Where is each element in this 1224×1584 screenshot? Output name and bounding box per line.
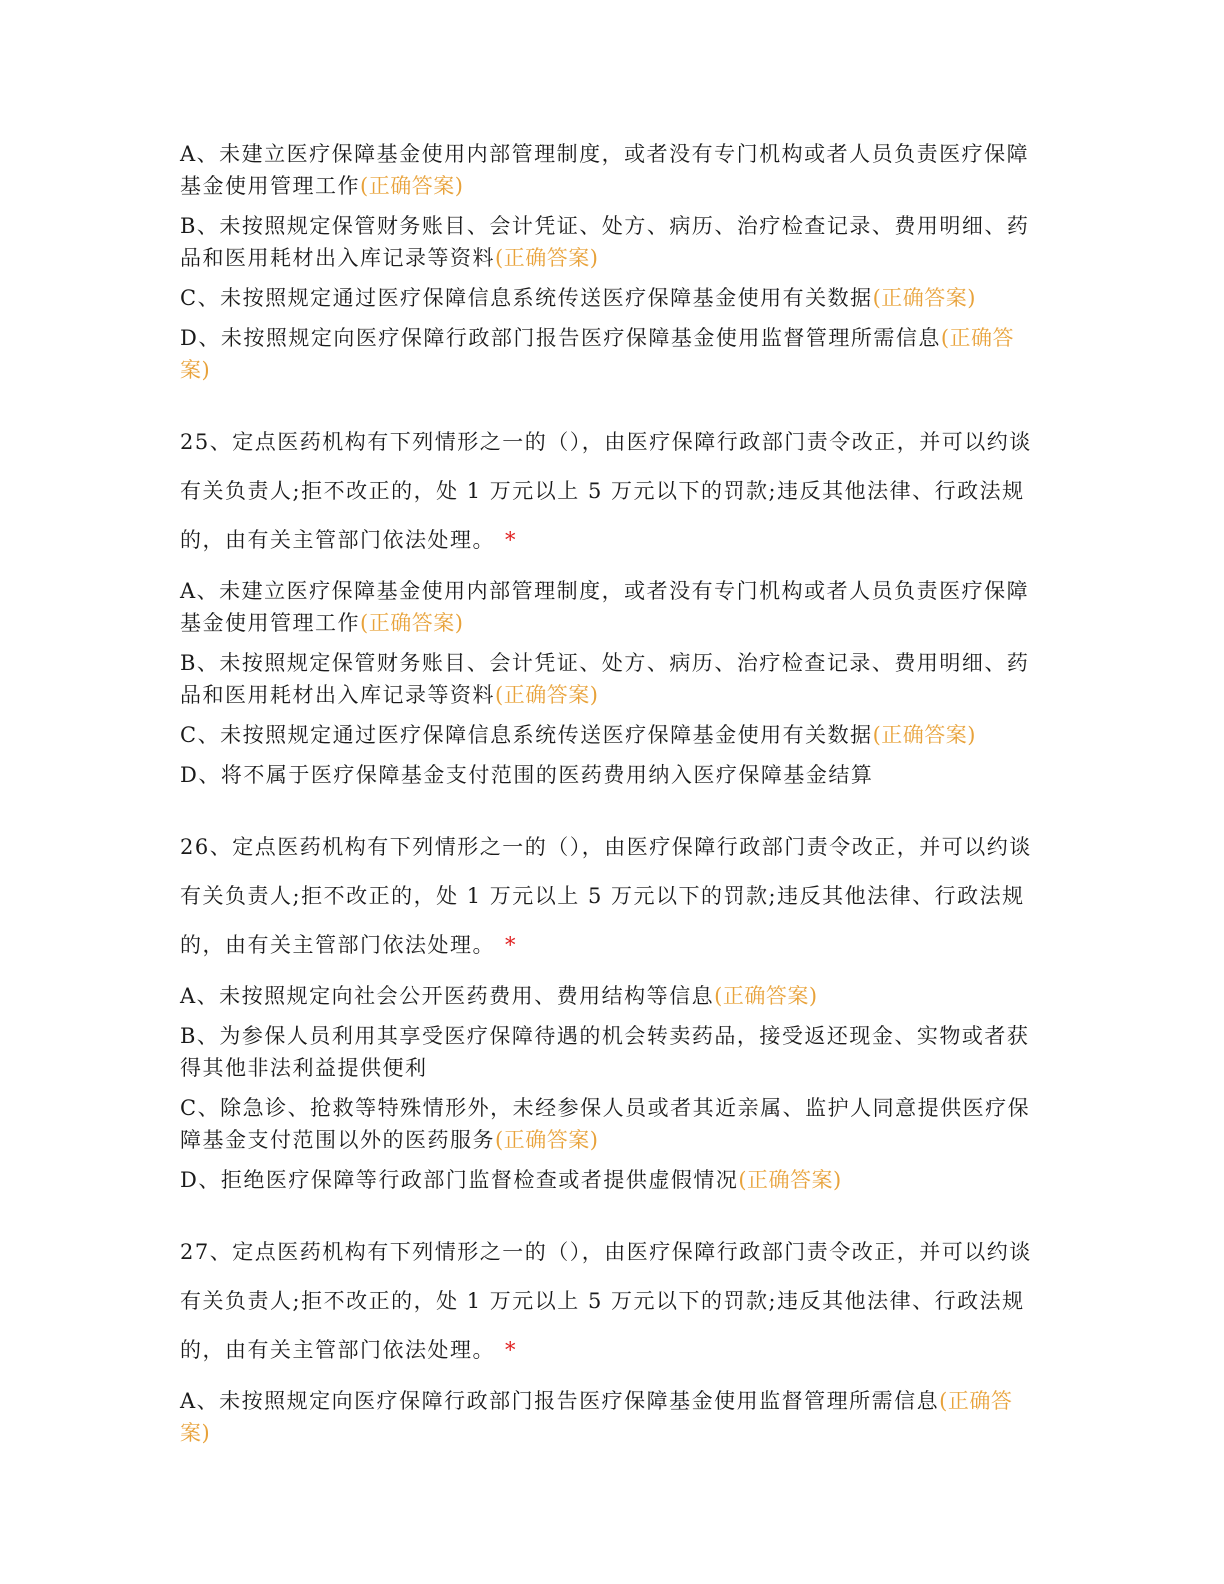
option-c[interactable]: C、除急诊、抢救等特殊情形外，未经参保人员或者其近亲属、监护人同意提供医疗保障基金支付范围以外的医药服务(正确答案) <box>180 1096 1031 1152</box>
correct-answer-mark: (正确答案) <box>714 984 818 1008</box>
question-block-26 <box>180 823 1042 1196</box>
option-b[interactable]: B、未按照规定保管财务账目、会计凭证、处方、病历、治疗检查记录、费用明细、药品和医用耗材出入库记录等资料(正确答案) <box>180 214 1030 270</box>
option-a[interactable]: A、未建立医疗保障基金使用内部管理制度，或者没有专门机构或者人员负责医疗保障基金使用管理工作(正确答案) <box>180 579 1030 635</box>
document-page <box>180 138 1042 1449</box>
option-d[interactable]: D、未按照规定向医疗保障行政部门报告医疗保障基金使用监督管理所需信息(正确答案) <box>180 326 1015 382</box>
correct-answer-mark: (正确答案) <box>495 246 599 270</box>
correct-answer-mark: (正确答案) <box>495 683 599 707</box>
question-text: 27、定点医药机构有下列情形之一的（），由医疗保障行政部门责令改正，并可以约谈有关负责人;拒不改正的，处 1 万元以上 5 万元以下的罚款;违反其他法律、行政法规的，由有关主管部门依法处理。 * <box>180 1240 1032 1362</box>
option-b[interactable]: B、为参保人员利用其享受医疗保障待遇的机会转卖药品，接受返还现金、实物或者获得其他非法利益提供便利 <box>180 1024 1030 1080</box>
option-a[interactable]: A、未建立医疗保障基金使用内部管理制度，或者没有专门机构或者人员负责医疗保障基金使用管理工作(正确答案) <box>180 142 1030 198</box>
correct-answer-mark: (正确答案) <box>360 174 464 198</box>
question-block-25 <box>180 418 1042 791</box>
question-text: 25、定点医药机构有下列情形之一的（），由医疗保障行政部门责令改正，并可以约谈有关负责人;拒不改正的，处 1 万元以上 5 万元以下的罚款;违反其他法律、行政法规的，由有关主管部门依法处理。 * <box>180 430 1032 552</box>
question-text: 26、定点医药机构有下列情形之一的（），由医疗保障行政部门责令改正，并可以约谈有关负责人;拒不改正的，处 1 万元以上 5 万元以下的罚款;违反其他法律、行政法规的，由有关主管部门依法处理。 * <box>180 835 1032 957</box>
option-b[interactable]: B、未按照规定保管财务账目、会计凭证、处方、病历、治疗检查记录、费用明细、药品和医用耗材出入库记录等资料(正确答案) <box>180 651 1030 707</box>
option-c[interactable]: C、未按照规定通过医疗保障信息系统传送医疗保障基金使用有关数据(正确答案) <box>180 723 976 747</box>
correct-answer-mark: (正确答案) <box>180 326 1015 382</box>
option-d[interactable]: D、将不属于医疗保障基金支付范围的医药费用纳入医疗保障基金结算 <box>180 763 874 787</box>
correct-answer-mark: (正确答案) <box>360 611 464 635</box>
question-block-27 <box>180 1228 1042 1449</box>
option-a[interactable]: A、未按照规定向医疗保障行政部门报告医疗保障基金使用监督管理所需信息(正确答案) <box>180 1389 1013 1445</box>
option-d[interactable]: D、拒绝医疗保障等行政部门监督检查或者提供虚假情况(正确答案) <box>180 1168 842 1192</box>
correct-answer-mark: (正确答案) <box>872 286 976 310</box>
correct-answer-mark: (正确答案) <box>738 1168 842 1192</box>
correct-answer-mark: (正确答案) <box>495 1128 599 1152</box>
required-asterisk: * <box>505 933 517 957</box>
option-a[interactable]: A、未按照规定向社会公开医药费用、费用结构等信息(正确答案) <box>180 984 818 1008</box>
correct-answer-mark: (正确答案) <box>180 1389 1013 1445</box>
option-c[interactable]: C、未按照规定通过医疗保障信息系统传送医疗保障基金使用有关数据(正确答案) <box>180 286 976 310</box>
question-block-24-tail <box>180 138 1042 386</box>
required-asterisk: * <box>505 1338 517 1362</box>
correct-answer-mark: (正确答案) <box>872 723 976 747</box>
required-asterisk: * <box>505 528 517 552</box>
